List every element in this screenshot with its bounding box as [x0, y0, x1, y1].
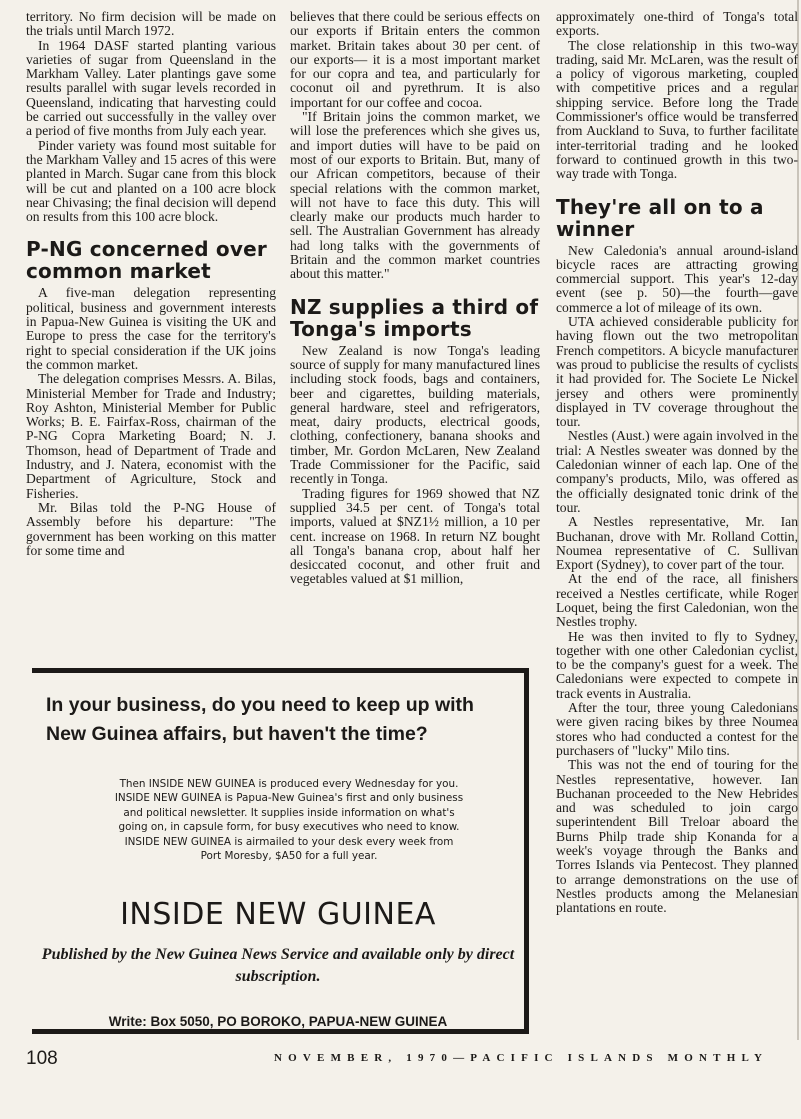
paragraph: A Nestles representative, Mr. Ian Buchanan, drove with Mr. Rolland Cottin, Noumea representative of C. Sullivan Export (Sydney), to cover part of the tour.	[556, 514, 798, 573]
article-heading-png-common-market: P-NG concerned over common market	[26, 237, 267, 284]
paragraph: believes that there could be serious effects on our exports if Britain enters the common market. Britain takes about 30 per cent. of our exports— it is a most important market for our copra and tea, and particularly for coconut oil and pyrethrum. It is also important for our coffee and cocoa.	[290, 9, 540, 110]
advertisement-box	[32, 668, 529, 1034]
column-1	[26, 10, 276, 558]
paragraph: A five-man delegation representing political, business and government interests in Papua-New Guinea is visiting the UK and Europe to press the case for the territory's right to special consideration if the UK joins the common market.	[26, 285, 276, 372]
column-3	[556, 10, 798, 916]
page-footer	[26, 1050, 798, 1070]
paragraph: In 1964 DASF started planting various varieties of sugar from Queensland in the Markham Valley. Later plantings gave some results parallel with sugar levels recorded in Queensland, indicating that harvesting could be carried out successfully in the valley over a period of five months from July each year.	[26, 37, 276, 139]
paragraph: The close relationship in this two-way trading, said Mr. McLaren, was the result of a policy of vigorous marketing, coupled with competitive prices and a regular shipping service. Before long the Trade Commissioner's office would be transferred from Auckland to Suva, to further facilitate inter-territorial trading and he looked forward to continued growth in this two-way trade with Tonga.	[556, 37, 798, 182]
paragraph: Mr. Bilas told the P-NG House of Assembly before his departure: "The government has been working on this matter for some time and	[26, 499, 276, 558]
ad-brand-name: INSIDE NEW GUINEA	[120, 897, 436, 933]
paragraph: "If Britain joins the common market, we will lose the preferences which she gives us, and import duties will have to be paid on most of our exports to Britain. But, many of our African competitors, because of their special relations with the common market, will not have to face this duty. This will clearly make our products much harder to sell. The Australian Government has already had long talks with the governments of Britain and the common market countries about this matter."	[290, 109, 540, 282]
paragraph: territory. No firm decision will be made on the trials until March 1972.	[26, 9, 276, 39]
paragraph: Pinder variety was found most suitable for the Markham Valley and 15 acres of this were planted in March. Sugar cane from this block will be cut and planted on a 100 acre block near Chivasing; the final decision will depend on results from this 100 acre block.	[26, 137, 276, 225]
column-2	[290, 10, 540, 587]
paragraph: He was then invited to fly to Sydney, together with one other Caledonian cyclist, to be the company's guest for a week. The Caledonians were expected to compete in track events in Australia.	[556, 628, 798, 701]
paragraph: After the tour, three young Caledonians were given racing bikes by three Noumea stores who had conducted a contest for the purchasers of "lucky" Milo tins.	[556, 700, 798, 758]
paragraph: UTA achieved considerable publicity for having flown out the two metropolitan French competitors. A bicycle manufacturer was proud to publicise the results of cyclists it had provided for. The Societe Le Nickel jersey and others were prominently displayed in TV coverage throughout the tour.	[556, 314, 798, 430]
ad-body-text: Then INSIDE NEW GUINEA is produced every Wednesday for you. INSIDE NEW GUINEA is Papua-New Guinea's first and only business and political newsletter. It supplies inside information on what's going on, in capsule form, for busy executives who need to know. INSIDE NEW GUINEA is airmailed to your desk every week from Port Moresby, $A50 for a full year.	[114, 778, 464, 863]
ad-address: Write: Box 5050, PO BOROKO, PAPUA-NEW GUINEA	[108, 1014, 448, 1030]
paragraph: At the end of the race, all finishers received a Nestles certificate, while Roger Loquet, being the first Caledonian, won the Nestles trophy.	[556, 571, 798, 630]
paragraph: Nestles (Aust.) were again involved in the trial: A Nestles sweater was donned by the Caledonian winner of each lap. One of the company's products, Milo, was offered as the officially designated tonic drink of the tour.	[556, 428, 798, 515]
paragraph: approximately one-third of Tonga's total exports.	[556, 9, 798, 39]
paragraph: New Caledonia's annual around-island bicycle races are attracting growing commercial support. This year's 12-day event (see p. 50)—the fourth—gave commerce a lot of mileage of its own.	[556, 242, 798, 315]
paragraph: The delegation comprises Messrs. A. Bilas, Ministerial Member for Trade and Industry; Roy Ashton, Ministerial Member for Public Works; B. E. Fairfax-Ross, chairman of the P-NG Copra Marketing Board; N. J. Thomson, head of Department of Trade and Industry, and J. Natera, economist with the Department of Agriculture, Stock and Fisheries.	[26, 371, 276, 501]
page-number: 108	[26, 1048, 58, 1069]
paragraph: Trading figures for 1969 showed that NZ supplied 34.5 per cent. of Tonga's total imports, valued at $NZ1½ million, a 10 per cent. increase on 1968. In return NZ bought all Tonga's banana crop, about half her desiccated coconut, and other fruit and vegetables valued at $1 million,	[290, 485, 540, 587]
paragraph: New Zealand is now Tonga's leading source of supply for many manufactured lines including stock foods, bags and containers, beer and cigarettes, building materials, general hardware, steel and refrigerators, meat, dairy products, electrical goods, clothing, confectionery, banana shooks and timber, Mr. Gordon McLaren, New Zealand Trade Commissioner for the Pacific, said recently in Tonga.	[290, 342, 540, 487]
article-heading-winner: They're all on to a winner	[556, 194, 764, 241]
ad-publisher-note: Published by the New Guinea News Service and available only by direct subscription.	[41, 946, 515, 986]
paragraph: This was not the end of touring for the Nestles representative, however. Ian Buchanan proceeded to the New Hebrides and was scheduled to join cargo superintendent Bill Treloar aboard the Burns Philp trade ship Konanda for a week's voyage through the Banks and Torres Islands via Pentecost. They planned to arrange demonstrations on the use of Nestles products among the Melanesian plantations en route.	[556, 757, 798, 916]
article-heading-nz-tonga: NZ supplies a third of Tonga's imports	[290, 294, 539, 341]
running-head: NOVEMBER, 1970—PACIFIC ISLANDS MONTHLY	[274, 1052, 769, 1064]
ad-headline: In your business, do you need to keep up with New Guinea affairs, but haven't the time?	[46, 694, 474, 745]
